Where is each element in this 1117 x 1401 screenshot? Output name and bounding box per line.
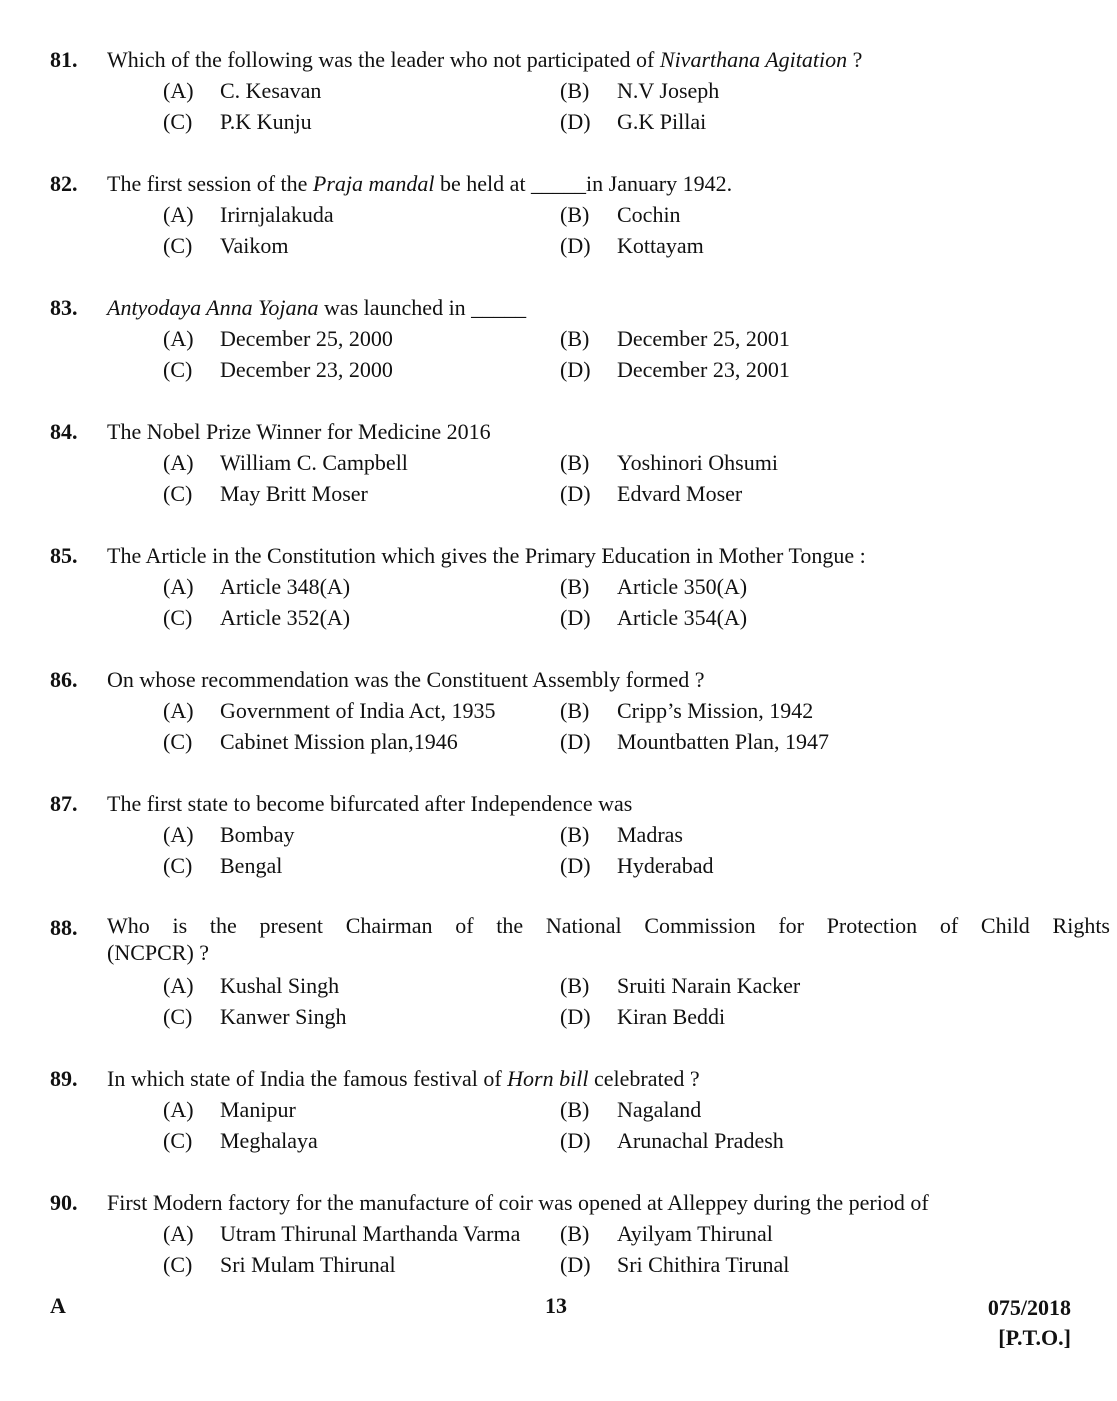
question-90: 90. First Modern factory for the manufacture of coir was opened at Alleppey during the period of (A) Utram Thirunal Marthanda Varma (B) Ayilyam Thirunal (C) Sri Mulam Thirunal (D) Sri Chithira Tirunal bbox=[50, 1187, 1060, 1280]
question-86: 86. On whose recommendation was the Constituent Assembly formed ? (A) Government of India Act, 1935 (B) Cripp’s Mission, 1942 (C) Cabinet Mission plan,1946 (D) Mountbatten Plan, 1947 bbox=[50, 664, 1060, 757]
question-text: The Article in the Constitution which gives the Primary Education in Mother Tongue : bbox=[107, 543, 866, 568]
question-text: The Nobel Prize Winner for Medicine 2016 bbox=[107, 419, 491, 444]
question-text: On whose recommendation was the Constituent Assembly formed ? bbox=[107, 667, 705, 692]
question-number: 85. bbox=[50, 543, 78, 568]
question-82: 82. The first session of the Praja mandal be held at _____in January 1942. (A) Irirnjalakuda (B) Cochin (C) Vaikom (D) Kottayam bbox=[50, 168, 1060, 261]
question-85: 85. The Article in the Constitution which gives the Primary Education in Mother Tongue : (A) Article 348(A) (B) Article 350(A) (C) Article 352(A) (D) Article 354(A) bbox=[50, 540, 1060, 633]
question-number: 90. bbox=[50, 1190, 78, 1215]
question-number: 82. bbox=[50, 171, 78, 196]
question-text: The first session of the Praja mandal be held at _____in January 1942. bbox=[107, 171, 733, 196]
question-83: 83. Antyodaya Anna Yojana was launched in _____ (A) December 25, 2000 (B) December 25, 2001 (C) December 23, 2000 (D) December 23, 2001 bbox=[50, 292, 1060, 385]
question-number: 87. bbox=[50, 791, 78, 816]
question-number: 89. bbox=[50, 1066, 78, 1091]
question-number: 81. bbox=[50, 47, 78, 72]
question-84: 84. The Nobel Prize Winner for Medicine 2016 (A) William C. Campbell (B) Yoshinori Ohsumi (C) May Britt Moser (D) Edvard Moser bbox=[50, 416, 1060, 509]
question-text: Which of the following was the leader who not participated of Nivarthana Agitation ? bbox=[107, 47, 863, 72]
pto-label: [P.T.O.] bbox=[998, 1325, 1071, 1350]
question-number: 84. bbox=[50, 419, 78, 444]
question-text: The first state to become bifurcated after Independence was bbox=[107, 791, 633, 816]
question-89: 89. In which state of India the famous festival of Horn bill celebrated ? (A) Manipur (B) Nagaland (C) Meghalaya (D) Arunachal Pradesh bbox=[50, 1063, 1060, 1156]
page-number: 13 bbox=[545, 1293, 567, 1318]
question-number: 88. bbox=[50, 915, 78, 940]
footer-right bbox=[988, 1293, 1071, 1353]
question-text: Antyodaya Anna Yojana was launched in _____ bbox=[107, 295, 527, 320]
question-81: 81. Which of the following was the leader who not participated of Nivarthana Agitation ? (A) C. Kesavan (B) N.V Joseph (C) P.K Kunju (D) G.K Pillai bbox=[50, 44, 1060, 137]
series-code: A bbox=[50, 1293, 66, 1318]
question-number: 86. bbox=[50, 667, 78, 692]
exam-code: 075/2018 bbox=[987, 1295, 1071, 1320]
question-text: In which state of India the famous festival of Horn bill celebrated ? bbox=[107, 1066, 700, 1091]
question-87: 87. The first state to become bifurcated after Independence was (A) Bombay (B) Madras (C) Bengal (D) Hyderabad bbox=[50, 788, 1060, 881]
question-text: Who is the present Chairman of the National Commission for Protection of Child Rights (NCPCR) ? bbox=[107, 913, 1110, 965]
question-text: First Modern factory for the manufacture of coir was opened at Alleppey during the period of bbox=[107, 1190, 929, 1215]
question-88: 88. Who is the present Chairman of the National Commission for Protection of Child Rights (NCPCR) ? (A) Kushal Singh (B) Sruiti Narain Kacker (C) Kanwer Singh (D) Kiran Beddi bbox=[50, 913, 1110, 1029]
question-number: 83. bbox=[50, 295, 78, 320]
